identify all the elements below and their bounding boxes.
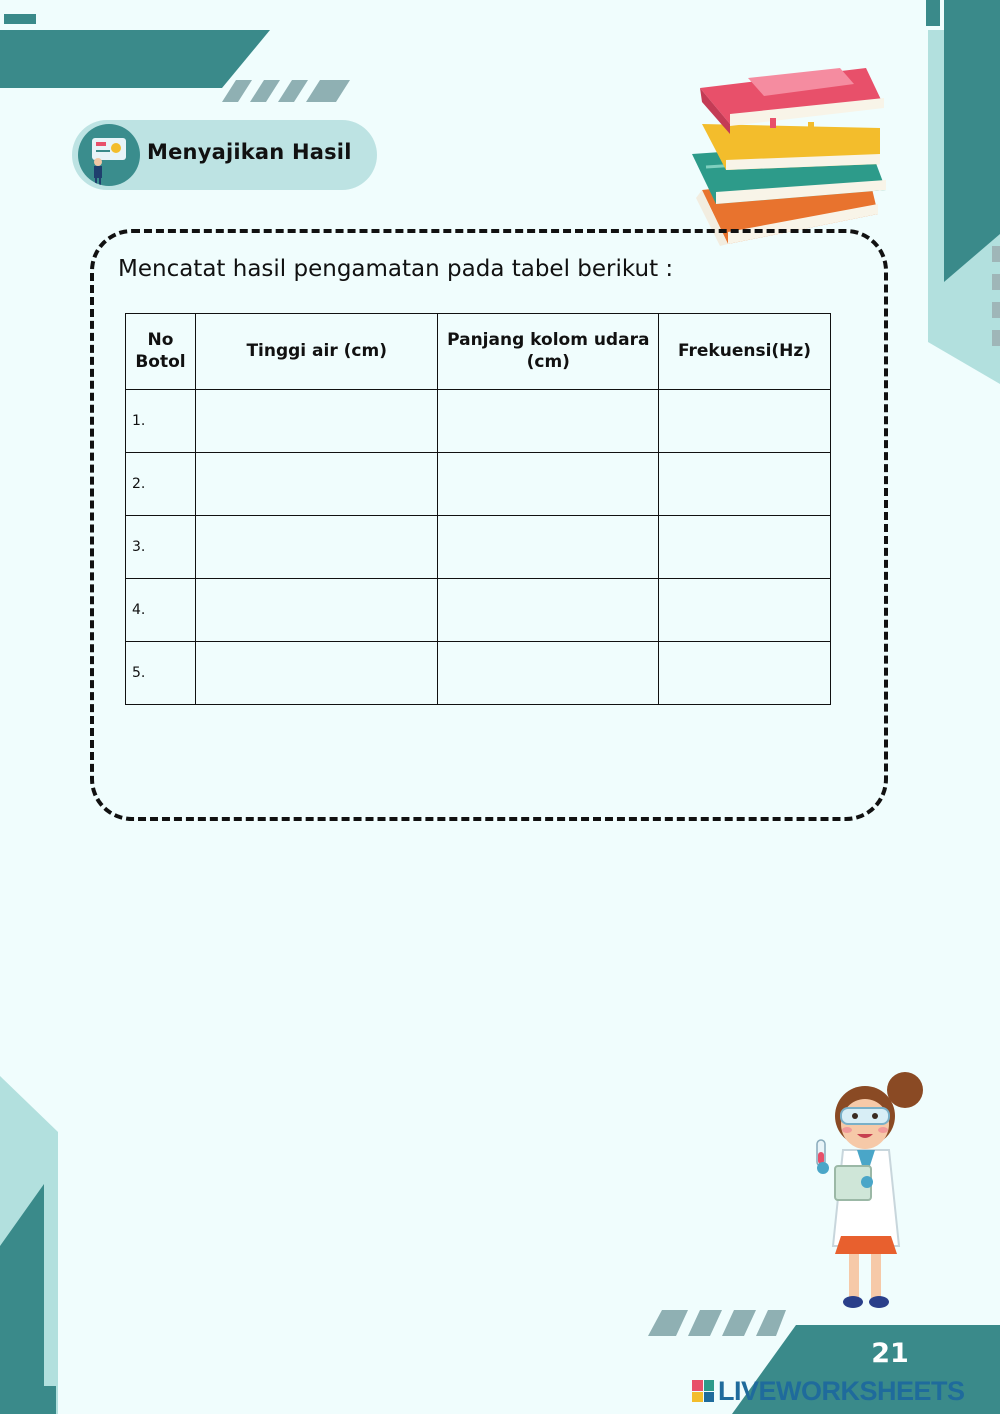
tinggi-air-cell[interactable]: [195, 516, 437, 579]
panjang-kolom-cell[interactable]: [438, 516, 659, 579]
tinggi-air-cell[interactable]: [195, 453, 437, 516]
table-row: [126, 579, 831, 642]
panjang-kolom-cell[interactable]: [438, 453, 659, 516]
presenter-icon: [78, 124, 140, 186]
panjang-kolom-cell[interactable]: [438, 579, 659, 642]
frekuensi-cell[interactable]: [659, 390, 831, 453]
observation-table: [125, 313, 831, 705]
table-row: [126, 390, 831, 453]
tinggi-air-cell[interactable]: [195, 579, 437, 642]
row-number: 5.: [126, 642, 196, 705]
header-frekuensi: Frekuensi(Hz): [659, 314, 831, 390]
row-number: 1.: [126, 390, 196, 453]
header-tinggi-air: Tinggi air (cm): [195, 314, 437, 390]
row-number: 3.: [126, 516, 196, 579]
brand-name: LIVEWORKSHEETS: [718, 1375, 965, 1406]
top-right-banner: [920, 0, 1000, 390]
panjang-kolom-cell[interactable]: [438, 642, 659, 705]
header-no-botol: No Botol: [126, 314, 196, 390]
table-row: [126, 642, 831, 705]
liveworksheets-logo: [692, 1374, 965, 1408]
bottom-left-banner: [0, 1070, 70, 1414]
girl-scientist-icon: [805, 1070, 935, 1315]
frekuensi-cell[interactable]: [659, 579, 831, 642]
top-left-banner: [0, 0, 360, 110]
liveworksheets-mark-icon: [692, 1380, 714, 1402]
frekuensi-cell[interactable]: [659, 453, 831, 516]
panjang-kolom-cell[interactable]: [438, 390, 659, 453]
table-header-row: [126, 314, 831, 390]
frekuensi-cell[interactable]: [659, 516, 831, 579]
header-panjang-kolom: Panjang kolom udara (cm): [438, 314, 659, 390]
tinggi-air-cell[interactable]: [195, 642, 437, 705]
instruction-text: Mencatat hasil pengamatan pada tabel berikut :: [118, 256, 674, 282]
book-stack-icon: [690, 62, 890, 247]
table-row: [126, 516, 831, 579]
row-number: 2.: [126, 453, 196, 516]
page-number: 21: [871, 1338, 909, 1369]
section-title: Menyajikan Hasil: [147, 140, 352, 164]
row-number: 4.: [126, 579, 196, 642]
frekuensi-cell[interactable]: [659, 642, 831, 705]
tinggi-air-cell[interactable]: [195, 390, 437, 453]
table-row: [126, 453, 831, 516]
